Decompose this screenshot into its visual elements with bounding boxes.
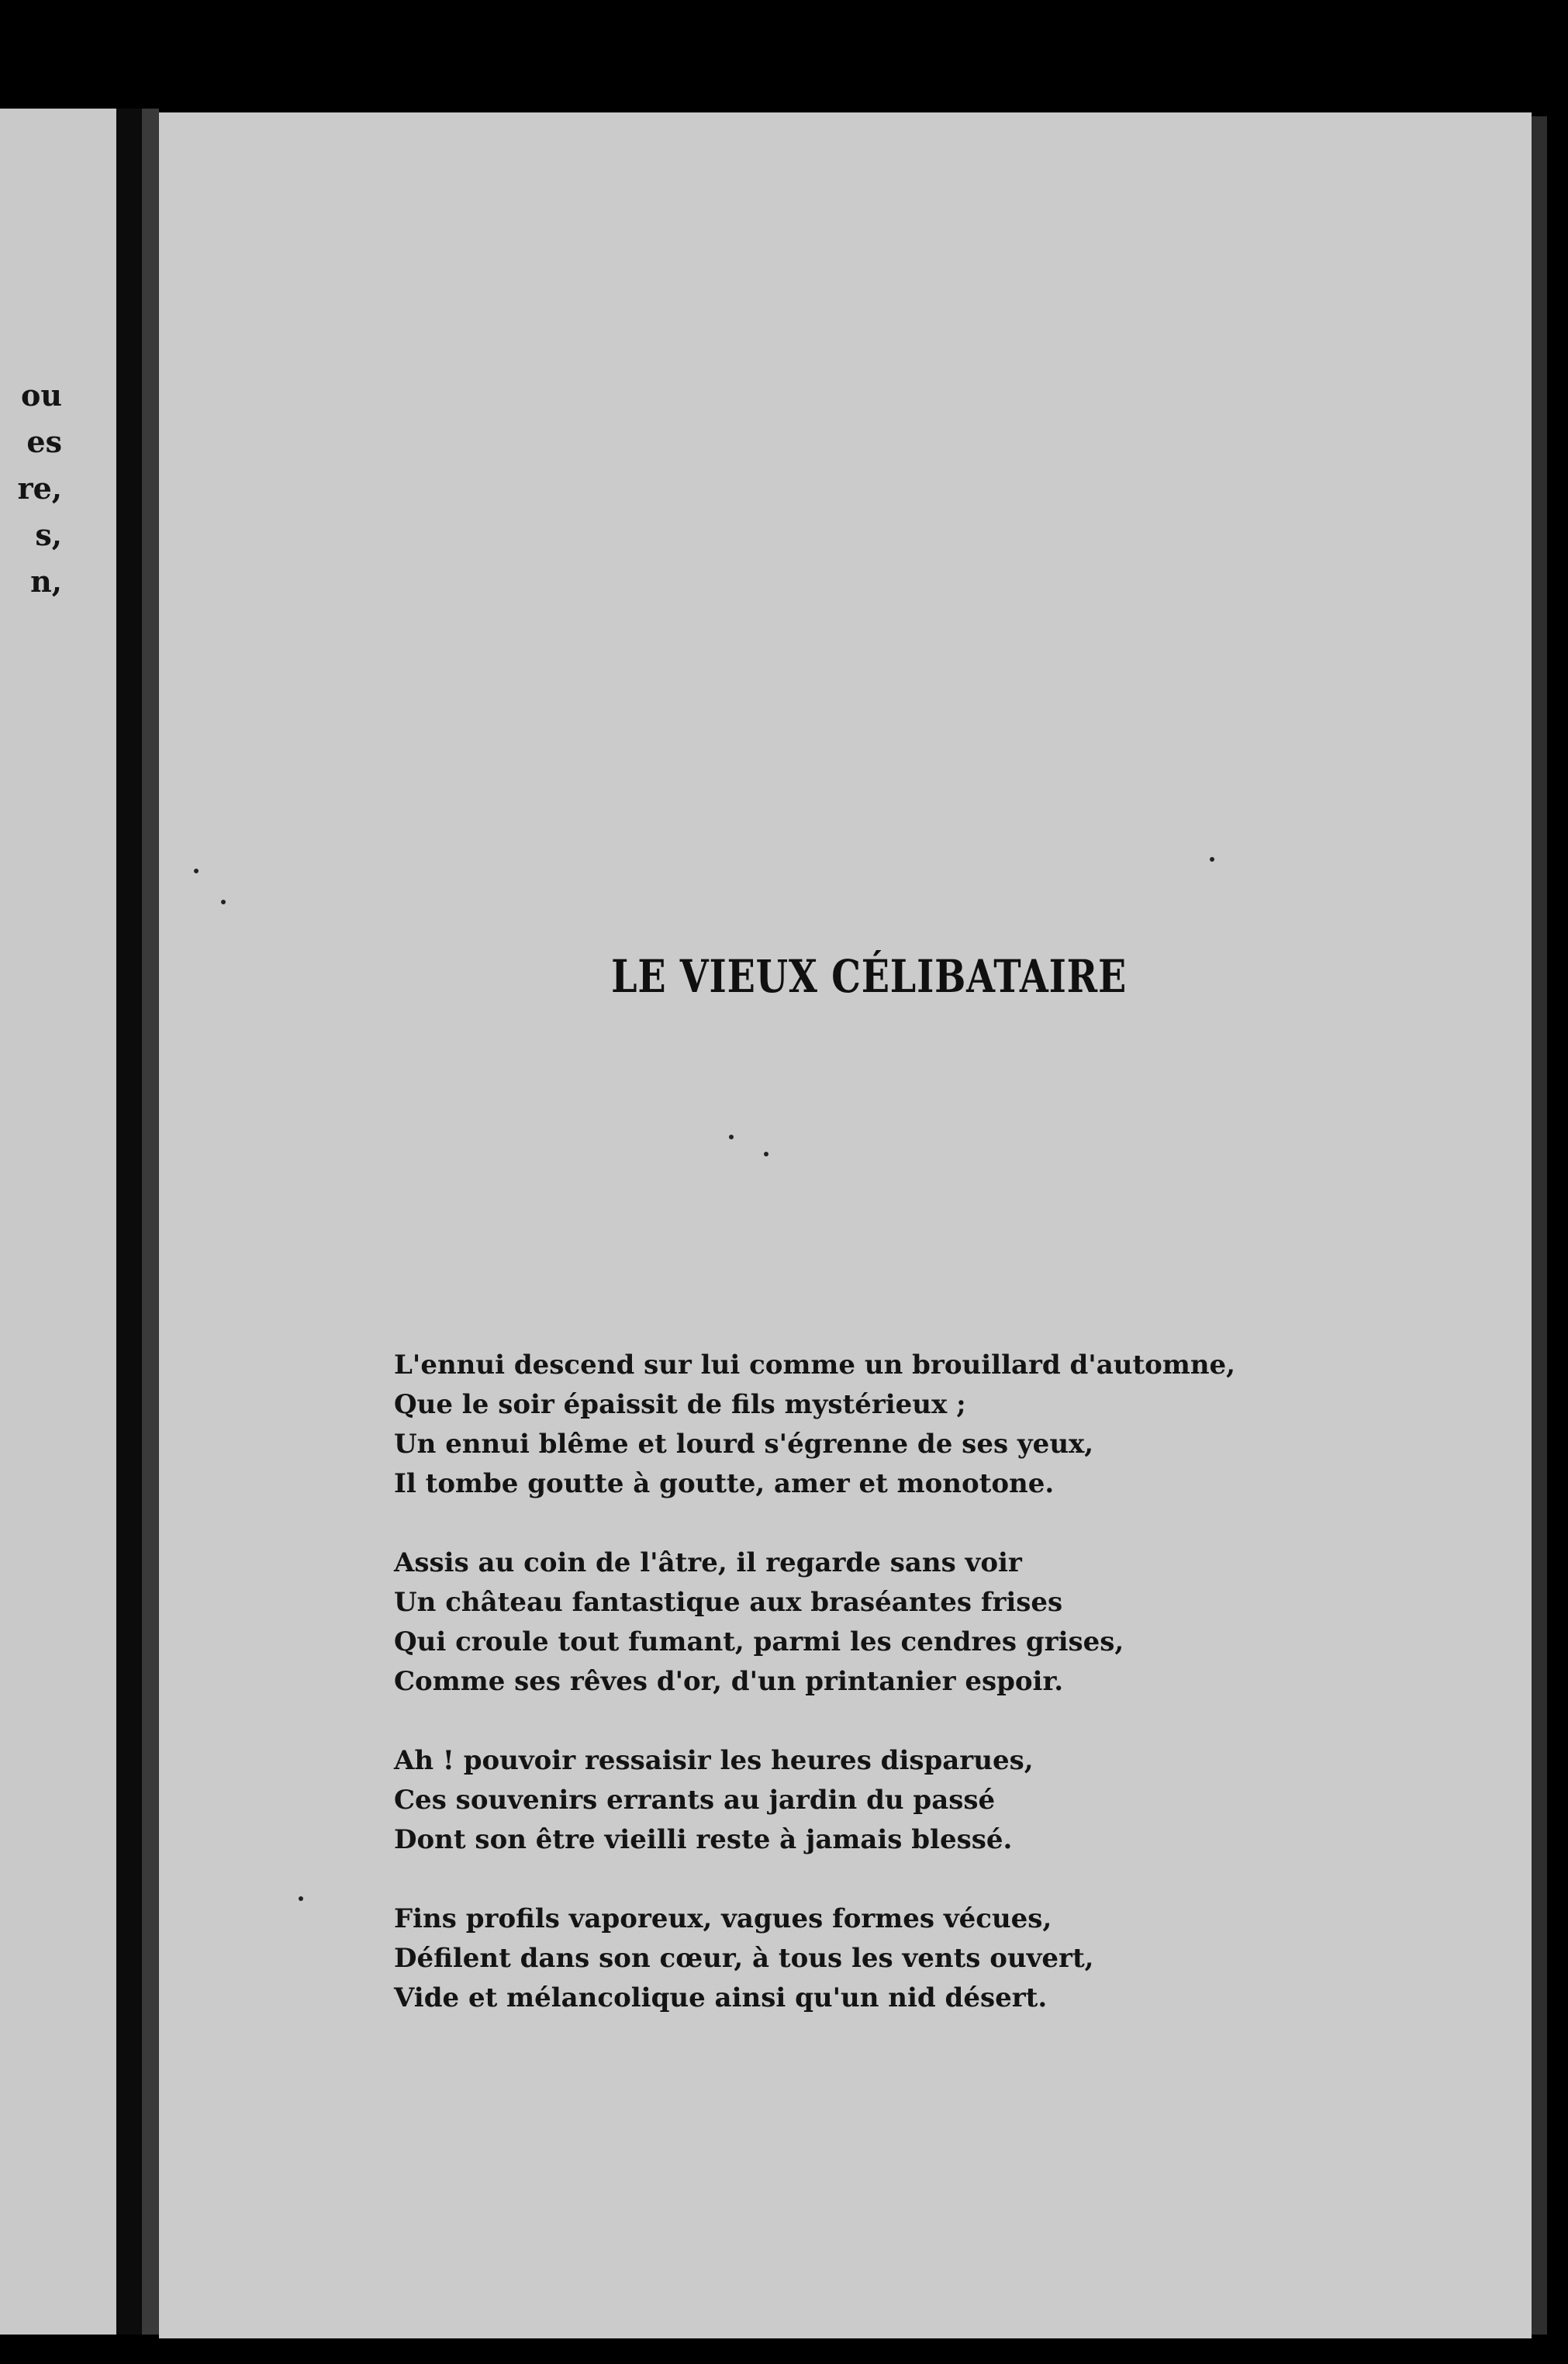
verse-line: Un château fantastique aux braséantes frises <box>394 1587 1063 1618</box>
verse-line: Dont son être vieilli reste à jamais blessé. <box>394 1824 1013 1855</box>
fragment-line: re, <box>17 471 62 506</box>
verse-line: Fins profils vaporeux, vagues formes vécues, <box>394 1903 1052 1934</box>
dust-speck <box>1210 857 1214 862</box>
verse-line: Comme ses rêves d'or, d'un printanier espoir. <box>394 1666 1064 1697</box>
stanza <box>394 1741 1309 1860</box>
verse-line: Vide et mélancolique ainsi qu'un nid désert. <box>394 1982 1048 2013</box>
stanza <box>394 1543 1309 1702</box>
fragment-line: n, <box>30 564 62 599</box>
poem-body <box>394 1346 1309 2058</box>
gutter-shadow <box>142 109 159 2335</box>
verse-line: Que le soir épaissit de fils mystérieux ; <box>394 1389 966 1420</box>
stanza <box>394 1346 1309 1504</box>
verse-line: Un ennui blême et lourd s'égrenne de ses yeux, <box>394 1429 1094 1460</box>
verse-line: Qui croule tout fumant, parmi les cendres grises, <box>394 1626 1124 1657</box>
verse-line: Assis au coin de l'âtre, il regarde sans voir <box>394 1547 1022 1578</box>
verse-line: Ces souvenirs errants au jardin du passé <box>394 1785 996 1816</box>
poem-title: LE VIEUX CÉLIBATAIRE <box>611 950 1128 1003</box>
fragment-line: es <box>26 424 62 459</box>
verse-line: L'ennui descend sur lui comme un brouillard d'automne, <box>394 1350 1236 1381</box>
fragment-line: ou <box>21 378 62 413</box>
verse-line: Ah ! pouvoir ressaisir les heures disparues, <box>394 1745 1034 1776</box>
dust-speck <box>194 869 199 873</box>
dust-speck <box>764 1152 768 1156</box>
stanza <box>394 1899 1309 2018</box>
dust-speck <box>221 900 226 904</box>
verse-line: Défilent dans son cœur, à tous les vents ouvert, <box>394 1943 1094 1974</box>
verse-line: Il tombe goutte à goutte, amer et monotone. <box>394 1468 1055 1499</box>
previous-page-text-fragments <box>0 372 62 605</box>
dust-speck <box>729 1135 734 1139</box>
fragment-line: s, <box>35 517 62 552</box>
dust-speck <box>299 1896 303 1901</box>
page-right-edge <box>1532 116 1547 2335</box>
